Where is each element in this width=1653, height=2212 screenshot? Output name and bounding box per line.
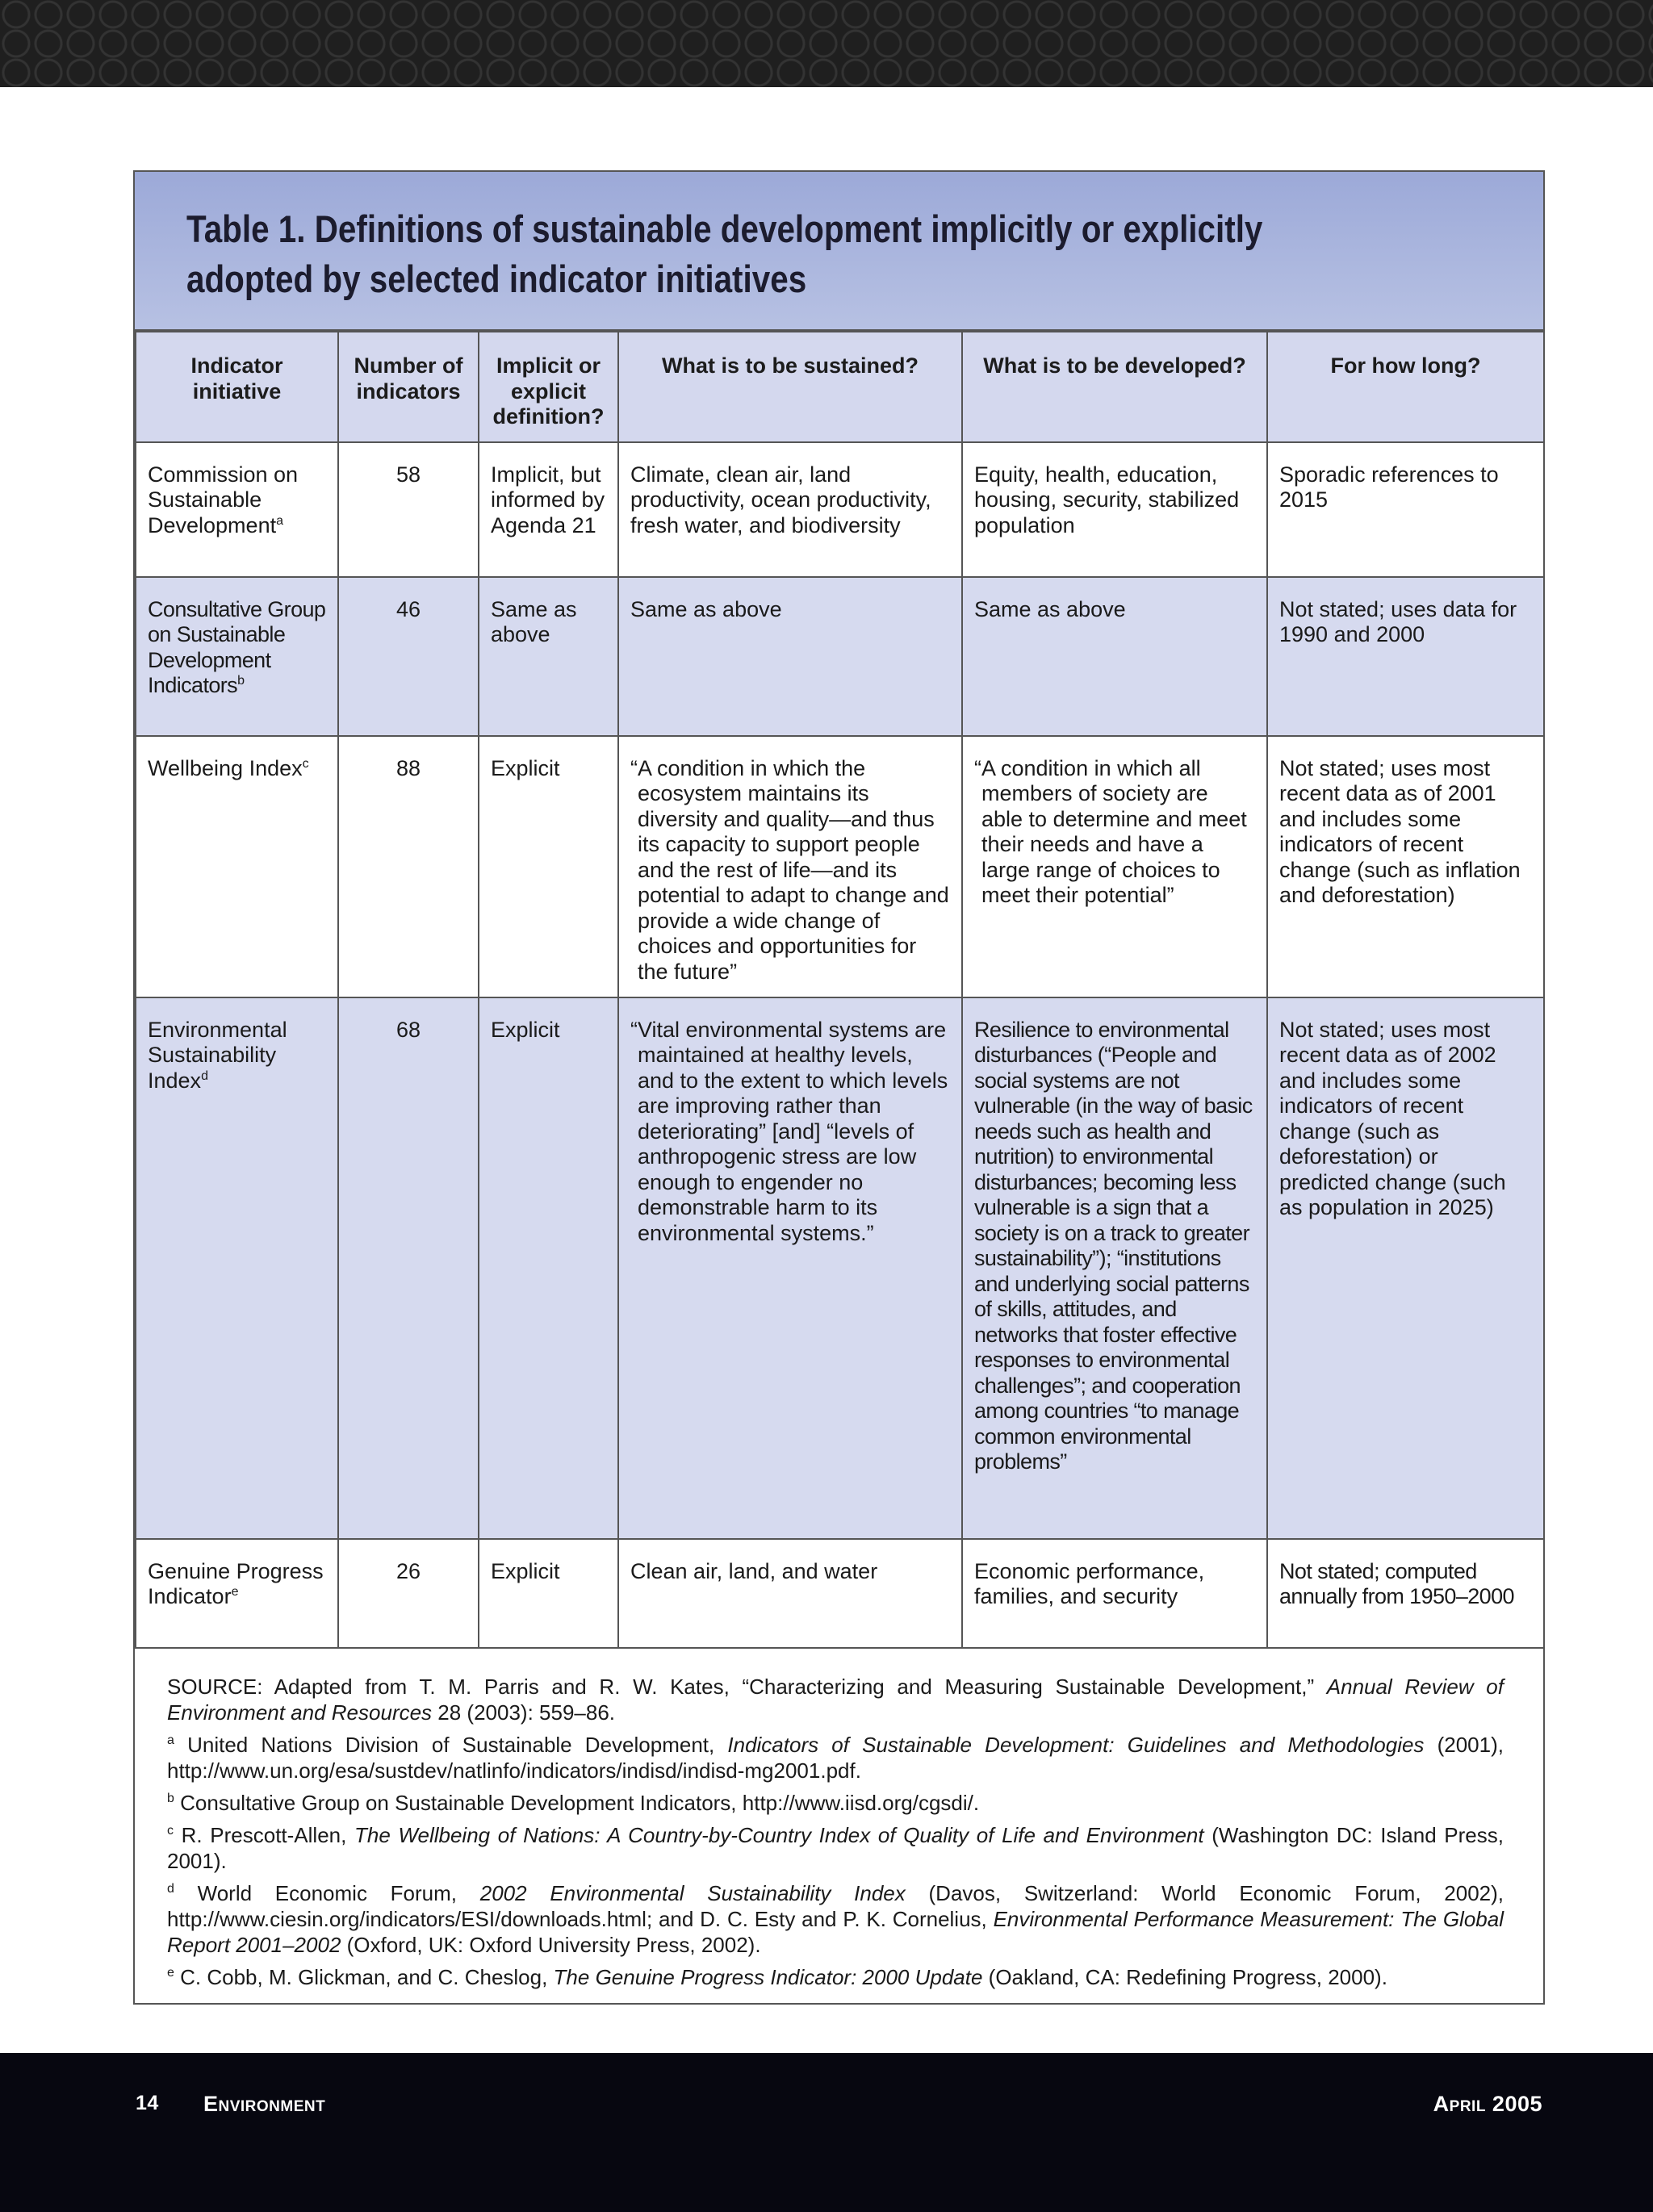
footnote: $^d$ World Economic Forum, 2002 Environmental Sustainability Index (Davos, Switzerland: World Economic Forum, 2002), http://www.ciesin.org/indicators/ESI/downloads.html; and D. C. Esty and P. K. Cornelius, Environmental Performance Measurement: The Global Report 2001–2002 (Oxford, UK: Oxford University Press, 2002). [167,1881,1504,1957]
header-cell: What is to be developed? [962,332,1267,442]
header-cell: For how long? [1267,332,1544,442]
footnote: $^e$ C. Cobb, M. Glickman, and C. Cheslog, The Genuine Progress Indicator: 2000 Update (Oakland, CA: Redefining Progress, 2000). [167,1965,1387,1989]
duration-cell: Not stated; computed annually from 1950–2000 [1267,1539,1544,1648]
sustained-cell: “A condition in which the ecosystem maintains its diversity and quality—and thus its capacity to support people and the rest of life—and its potential to adapt to change and provide a wide change of choices and opportunities for the future” [618,736,962,997]
footer-band [0,2053,1653,2212]
sustained-cell: Same as above [618,577,962,736]
header-cell: Indicator initiative [136,332,338,442]
source-note: SOURCE: Adapted from T. M. Parris and R. W. Kates, “Characterizing and Measuring Sustainable Development,” Annual Review of Environment and Resources 28 (2003): 559–86. [167,1675,1504,1725]
table-row [136,1539,1544,1648]
indicator-count-cell: 26 [338,1539,479,1648]
header-cell: Number of indicators [338,332,479,442]
footnote: $^b$ Consultative Group on Sustainable Development Indicators, http://www.iisd.org/cgsdi/. [167,1791,980,1815]
developed-cell: Equity, health, education, housing, security, stabilized population [962,442,1267,577]
indicator-count-cell: 88 [338,736,479,997]
table-title-band [135,172,1543,331]
issue-date: April 2005 [1433,2092,1542,2116]
duration-cell: Not stated; uses data for 1990 and 2000 [1267,577,1544,736]
initiative-cell: Commission on Sustainable Development$^a$ [136,442,338,577]
header-row [136,332,1544,442]
page-number: 14 [136,2092,159,2114]
initiative-cell: Wellbeing Index$^c$ [136,736,338,997]
indicator-count-cell: 58 [338,442,479,577]
sustained-cell: “Vital environmental systems are maintained at healthy levels, and to the extent to which levels are improving rather than deteriorating” [and] “levels of anthropogenic stress are low enough to engender no demonstrable harm to its environmental systems.” [618,997,962,1539]
table-notes [167,1674,1504,1997]
table-row [136,736,1544,997]
header-pattern-band [0,0,1653,87]
duration-cell: Not stated; uses most recent data as of 2001 and includes some indicators of recent change (such as inflation and deforestation) [1267,736,1544,997]
initiative-cell: Environmental Sustainability Index$^d$ [136,997,338,1539]
footnote: $^a$ United Nations Division of Sustainable Development, Indicators of Sustainable Development: Guidelines and Methodologies (2001), http://www.un.org/esa/sustdev/natlinfo/indicators/indisd/indisd-mg2001.pdf. [167,1733,1504,1783]
developed-cell: Economic performance, families, and security [962,1539,1267,1648]
duration-cell: Sporadic references to 2015 [1267,442,1544,577]
header-cell: What is to be sustained? [618,332,962,442]
table-row [136,442,1544,577]
definition-type-cell: Implicit, but informed by Agenda 21 [479,442,618,577]
magazine-name: Environment [203,2092,326,2116]
header-cell: Implicit or explicit definition? [479,332,618,442]
definition-type-cell: Explicit [479,997,618,1539]
developed-cell: Same as above [962,577,1267,736]
initiative-cell: Genuine Progress Indicator$^e$ [136,1539,338,1648]
definition-type-cell: Explicit [479,1539,618,1648]
definition-type-cell: Explicit [479,736,618,997]
table-row [136,577,1544,736]
sustained-cell: Climate, clean air, land productivity, ocean productivity, fresh water, and biodiversity [618,442,962,577]
definition-type-cell: Same as above [479,577,618,736]
developed-cell: “A condition in which all members of society are able to determine and meet their needs and have a large range of choices to meet their potential” [962,736,1267,997]
sustained-cell: Clean air, land, and water [618,1539,962,1648]
developed-cell: Resilience to environmental disturbances (“People and social systems are not vulnerable (in the way of basic needs such as health and nutrition) to environmental disturbances; becoming less vulnerable is a sign that a society is on a track to greater sustainability”); “institutions and underlying social patterns of skills, attitudes, and networks that foster effective responses to environmental challenges”; and cooperation among countries “to manage common environmental problems” [962,997,1267,1539]
table-row [136,997,1544,1539]
duration-cell: Not stated; uses most recent data as of 2002 and includes some indicators of recent change (such as deforestation) or predicted change (such as population in 2025) [1267,997,1544,1539]
indicator-count-cell: 68 [338,997,479,1539]
indicator-count-cell: 46 [338,577,479,736]
footnote: $^c$ R. Prescott-Allen, The Wellbeing of Nations: A Country-by-Country Index of Quality of Life and Environment (Washington DC: Island Press, 2001). [167,1823,1504,1873]
table-title: Table 1. Definitions of sustainable development implicitly or explicitly adopted by selected indicator initiatives [186,207,1263,300]
definitions-table [135,331,1545,1649]
initiative-cell: Consultative Group on Sustainable Development Indicators$^b$ [136,577,338,736]
